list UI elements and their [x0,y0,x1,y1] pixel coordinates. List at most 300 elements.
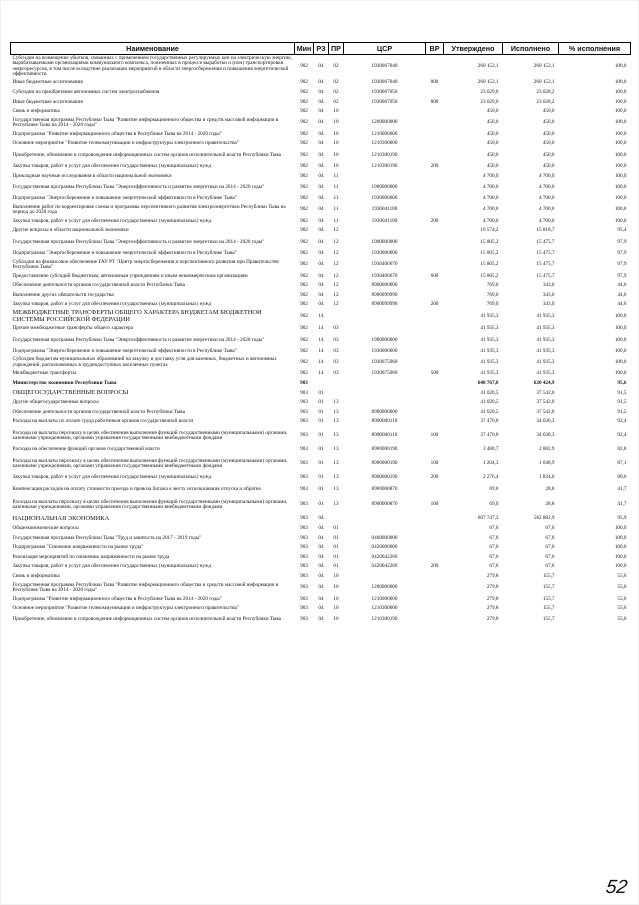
row-csr-cell: 8900099990 [371,301,398,308]
row-executed-cell: 4 700,0 [538,172,555,179]
table-row [11,594,631,604]
row-approved-cell: 41 935,3 [480,359,499,366]
row-percent-cell: 100,0 [614,534,627,541]
row-percent-cell: 100,0 [614,347,627,354]
row-executed-cell: 37 542,0 [536,389,555,396]
row-approved-cell: 4 700,0 [482,172,499,179]
row-percent-cell: 100,0 [614,524,627,531]
row-csr-cell: 1930406670 [371,261,398,268]
row-vr-cell: 200 [430,474,439,481]
row-percent-cell: 95,4 [617,227,627,234]
row-executed-cell: 582 882,9 [533,515,555,522]
row-executed-cell: 4 700,0 [538,206,555,213]
row-pr-cell: 02 [333,98,339,105]
row-csr-cell: 1930041100 [371,206,398,213]
row-rz-cell: 04 [318,291,324,298]
row-approved-cell: 41 935,3 [480,347,499,354]
row-pr-cell: 10 [333,595,339,602]
row-percent-cell: 100,0 [614,108,627,115]
row-name-cell: Приобретение, обновление и сопровождение информационных систем органов исполнительной власти Республики Тыва [12,616,281,623]
row-rz-cell: 01 [318,501,324,508]
row-vr-cell [426,181,444,194]
row-csr-cell: 1210000000 [371,595,398,602]
row-approved-cell: 41 020,5 [480,408,499,415]
row-executed-cell: 155,7 [542,572,555,579]
row-approved-cell: 1 204,3 [482,460,499,467]
row-approved-cell: 67,6 [489,524,499,531]
row-csr-cell: 8900000110 [371,418,398,425]
table-row [11,236,631,249]
table-row [11,604,631,614]
row-percent-cell: 87,1 [617,460,627,467]
row-csr-cell: 1900000000 [371,238,398,245]
row-vr-cell [426,553,444,563]
row-rz-cell: 01 [318,432,324,439]
row-executed-cell: 41 935,3 [536,336,555,343]
row-executed-cell: 155,7 [542,595,555,602]
row-vr-cell [426,258,444,271]
row-executed-cell: 67,6 [545,534,555,541]
table-row [11,427,631,445]
row-percent-cell: 100,0 [614,130,627,137]
row-vr-cell [426,204,444,217]
row-csr-cell: 8900000000 [371,408,398,415]
row-min-cell: 902 [300,261,308,268]
row-csr-cell: 1930000000 [371,249,398,256]
row-min-cell: 903 [300,595,308,602]
row-vr-cell [426,398,444,408]
table-row [11,379,631,389]
table-row [11,204,631,217]
row-percent-cell: 100,0 [614,88,627,95]
row-rz-cell: 14 [318,370,324,377]
row-name-cell: Расходы на выплаты по оплате труда работников органов государственной власти [12,418,194,425]
row-name-cell: Иные бюджетные ассигнования [12,79,83,86]
row-executed-cell: 343,0 [542,282,555,289]
row-approved-cell: 69,0 [489,501,499,508]
row-vr-cell [426,417,444,427]
row-csr-cell: 0400000000 [371,534,398,541]
row-executed-cell: 15 475,7 [536,249,555,256]
row-rz-cell: 04 [318,524,324,531]
row-vr-cell: 100 [430,432,439,439]
row-name-cell: Расходы на выплаты персоналу в целях обеспечения выполнения функций государственными (муниципальными) органами, казенными учреждениями, органами управления государственными внебюджетными фондами [12,429,288,442]
table-body [11,55,631,627]
row-name-cell: Расходы на выплаты персоналу в целях обеспечения выполнения функций государственными (муниципальными) органами, казенными учреждениями, органами управления государственными внебюджетными фондами [12,498,288,511]
row-min-cell: 902 [300,195,308,202]
table-row [11,217,631,227]
row-vr-cell [426,194,444,204]
row-min-cell: 902 [300,336,308,343]
row-name-cell: Закупка товаров, работ и услуг для обеспечения государственных (муниципальных) нужд [12,217,212,224]
table-row [11,88,631,98]
row-name-cell: ОБЩЕГОСУДАРСТВЕННЫЕ ВОПРОСЫ [12,389,129,397]
row-name-cell: Выполнение других обязательств государства [12,291,114,298]
row-pr-cell: 13 [333,446,339,453]
row-vr-cell [426,572,444,582]
row-percent-cell: 91,5 [617,389,627,396]
row-csr-cell: 1930067040 [371,62,398,69]
row-pr-cell: 10 [333,151,339,158]
row-vr-cell [426,310,444,324]
row-pr-cell: 01 [333,544,339,551]
row-vr-cell [426,117,444,130]
row-csr-cell: 1930000000 [371,347,398,354]
row-csr-cell: 8900000870 [371,501,398,508]
row-vr-cell [426,107,444,117]
row-vr-cell [426,139,444,149]
row-executed-cell: 34 630,3 [536,432,555,439]
row-approved-cell: 279,8 [486,605,499,612]
row-vr-cell [426,604,444,614]
row-vr-cell [426,291,444,301]
row-approved-cell: 37 470,8 [480,432,499,439]
row-percent-cell: 80,6 [617,474,627,481]
row-vr-cell: 800 [430,98,439,105]
row-percent-cell: 55,6 [617,584,627,591]
row-min-cell: 902 [300,151,308,158]
row-percent-cell: 100,0 [614,98,627,105]
row-rz-cell: 04 [318,172,324,179]
row-csr-cell: 1210300190 [371,616,398,623]
row-csr-cell: 1210300190 [371,162,398,169]
table-row [11,543,631,553]
table-row [11,258,631,271]
row-name-cell: Обеспечение деятельности органов государственной власти Республики Тыва [12,282,185,289]
row-csr-cell: 0420000000 [371,544,398,551]
budget-execution-table [10,42,631,627]
row-approved-cell: 769,0 [486,301,499,308]
row-executed-cell: 67,6 [545,524,555,531]
row-name-cell: Связь и информатика [12,572,60,579]
row-name-cell: Закупка товаров, работ и услуг для обеспечения государственных (муниципальных) нужд [12,563,212,570]
row-csr-cell [344,226,426,236]
row-pr-cell: 12 [333,227,339,234]
row-min-cell: 903 [300,485,308,492]
table-row [11,117,631,130]
row-min-cell: 902 [300,206,308,213]
row-name-cell: Государственная программа Республики Тыва "Энергоэффективность и развитие энергетики на 2014 - 2020 годы" [12,238,265,245]
row-csr-cell: 1210000000 [371,130,398,137]
row-executed-cell: 23 028,2 [536,88,555,95]
row-approved-cell: 4 700,0 [482,217,499,224]
row-vr-cell [426,524,444,534]
row-pr-cell: 12 [333,238,339,245]
row-executed-cell: 155,7 [542,584,555,591]
row-vr-cell [426,483,444,496]
table-row [11,514,631,524]
row-executed-cell: 450,0 [542,162,555,169]
row-min-cell: 903 [300,501,308,508]
row-percent-cell: 100,0 [614,119,627,126]
row-min-cell: 902 [300,162,308,169]
row-min-cell: 903 [300,446,308,453]
row-rz-cell: 04 [318,119,324,126]
table-row [11,572,631,582]
table-row [11,139,631,149]
row-approved-cell: 41 935,3 [480,325,499,332]
row-percent-cell: 91,5 [617,399,627,406]
row-vr-cell [426,445,444,455]
row-csr-cell: 1930067050 [371,98,398,105]
row-min-cell: 903 [300,544,308,551]
row-pr-cell [329,310,344,324]
row-vr-cell: 100 [430,460,439,467]
row-name-cell: Прочие межбюджетные трансферты общего характера [12,325,133,332]
header-approved: Утверждено [444,43,503,55]
row-rz-cell: 04 [318,62,324,69]
row-csr-cell: 1210300000 [371,605,398,612]
row-approved-cell: 450,0 [486,108,499,115]
row-executed-cell: 4 700,0 [538,183,555,190]
row-pr-cell: 01 [333,524,339,531]
row-percent-cell: 100,0 [614,79,627,86]
row-rz-cell: 14 [318,325,324,332]
row-percent-cell: 100,0 [614,313,627,320]
row-csr-cell [344,324,426,334]
row-rz-cell: 04 [318,616,324,623]
row-vr-cell [426,614,444,627]
row-approved-cell: 769,0 [486,291,499,298]
row-approved-cell: 450,0 [486,162,499,169]
table-row [11,553,631,563]
row-executed-cell: 450,0 [542,140,555,147]
row-executed-cell: 450,0 [542,130,555,137]
table-row [11,369,631,379]
row-min-cell: 902 [300,79,308,86]
row-approved-cell: 15 805,2 [480,272,499,279]
row-rz-cell: 14 [318,313,324,320]
row-name-cell: Закупка товаров, работ и услуг для обеспечения государственных (муниципальных) нужд [12,162,212,169]
row-name-cell: Подпрограмма "Энергосбережение и повышение энергетической эффективности в Республике Тыва" [12,195,237,202]
table-row [11,455,631,473]
row-pr-cell: 13 [333,460,339,467]
row-rz-cell: 04 [318,238,324,245]
row-executed-cell: 23 028,2 [536,98,555,105]
row-min-cell: 903 [300,524,308,531]
row-rz-cell: 14 [318,359,324,366]
row-executed-cell: 2 882,9 [538,446,555,453]
row-rz-cell: 14 [318,336,324,343]
row-executed-cell: 37 542,0 [536,399,555,406]
row-name-cell: Обеспечение деятельности органов государственной власти Республики Тыва [12,408,185,415]
row-rz-cell: 04 [318,79,324,86]
row-approved-cell: 15 805,2 [480,238,499,245]
row-executed-cell: 67,6 [545,563,555,570]
row-pr-cell: 03 [333,336,339,343]
row-approved-cell: 16 574,2 [480,227,499,234]
row-name-cell: Субсидии на приобретение автономных систем электроснабжения [12,88,160,95]
row-pr-cell: 10 [333,130,339,137]
row-csr-cell [344,171,426,181]
row-name-cell: МЕЖБЮДЖЕТНЫЕ ТРАНСФЕРТЫ ОБЩЕГО ХАРАКТЕРА БЮДЖЕТАМ БЮДЖЕТНОЙ СИСТЕМЫ РОССИЙСКОЙ ФЕДЕРАЦИИ [12,309,262,323]
budget-table-sheet [10,42,630,627]
table-row [11,249,631,259]
row-rz-cell: 04 [318,515,324,522]
row-percent-cell: 44,6 [617,301,627,308]
row-name-cell: Закупка товаров, работ и услуг для обеспечения государственных (муниципальных) нужд [12,301,212,308]
row-vr-cell [426,356,444,369]
row-approved-cell: 4 700,0 [482,195,499,202]
row-vr-cell [426,324,444,334]
row-name-cell: НАЦИОНАЛЬНАЯ ЭКОНОМИКА [12,514,110,522]
row-pr-cell: 12 [333,261,339,268]
row-approved-cell: 15 805,2 [480,249,499,256]
row-pr-cell: 13 [333,399,339,406]
table-row [11,398,631,408]
row-pr-cell: 03 [333,370,339,377]
table-row [11,107,631,117]
row-pr-cell: 02 [333,62,339,69]
table-row [11,324,631,334]
row-percent-cell: 95,6 [617,380,627,387]
row-csr-cell: 8900000000 [371,282,398,289]
row-percent-cell: 100,0 [614,553,627,560]
row-percent-cell: 100,0 [614,370,627,377]
row-rz-cell: 04 [318,227,324,234]
row-approved-cell: 279,8 [486,572,499,579]
row-executed-cell: 41 935,3 [536,359,555,366]
row-percent-cell: 100,0 [614,195,627,202]
row-min-cell: 902 [300,370,308,377]
row-pr-cell: 11 [333,195,339,202]
row-executed-cell: 1 048,9 [538,460,555,467]
row-name-cell: Основное мероприятие "Развитие телекоммуникации и инфраструктуры электронного правительства" [12,605,239,612]
row-vr-cell [426,389,444,399]
row-min-cell: 902 [300,301,308,308]
row-csr-cell: 0420042260 [371,553,398,560]
row-percent-cell: 100,0 [614,206,627,213]
row-approved-cell: 607 747,3 [477,515,499,522]
row-csr-cell: 1930000000 [371,195,398,202]
row-executed-cell: 1 834,0 [538,474,555,481]
row-min-cell: 903 [300,418,308,425]
row-approved-cell: 67,6 [489,534,499,541]
row-min-cell: 902 [300,359,308,366]
row-pr-cell: 11 [333,217,339,224]
row-approved-cell: 450,0 [486,151,499,158]
row-vr-cell [426,249,444,259]
row-pr-cell: 10 [333,119,339,126]
row-percent-cell: 97,9 [617,238,627,245]
table-row [11,162,631,172]
table-row [11,483,631,496]
row-rz-cell: 04 [318,162,324,169]
row-pr-cell: 10 [333,108,339,115]
page-number: 52 [604,877,629,898]
row-percent-cell: 55,6 [617,595,627,602]
row-min-cell: 902 [300,88,308,95]
row-approved-cell: 648 767,8 [477,380,499,387]
row-executed-cell: 4 700,0 [538,217,555,224]
row-pr-cell: 01 [333,553,339,560]
row-min-cell: 902 [300,325,308,332]
row-pr-cell: 12 [333,249,339,256]
row-vr-cell [426,130,444,140]
row-pr-cell: 11 [333,172,339,179]
row-vr-cell: 600 [430,272,439,279]
table-row [11,300,631,310]
row-vr-cell [426,226,444,236]
row-vr-cell: 500 [430,370,439,377]
row-rz-cell: 04 [318,108,324,115]
row-rz-cell: 01 [318,446,324,453]
row-rz-cell: 04 [318,217,324,224]
header-percent: % исполнения [559,43,631,55]
row-min-cell: 903 [300,584,308,591]
row-pr-cell [329,514,344,524]
table-row [11,281,631,291]
row-executed-cell: 41 935,3 [536,370,555,377]
row-approved-cell: 41 020,5 [480,389,499,396]
table-row [11,533,631,543]
row-pr-cell: 12 [333,282,339,289]
row-csr-cell: 1930075060 [371,370,398,377]
row-approved-cell: 3 480,7 [482,446,499,453]
row-min-cell: 903 [300,474,308,481]
row-percent-cell: 100,0 [614,162,627,169]
row-pr-cell: 10 [333,605,339,612]
row-min-cell: 903 [300,563,308,570]
row-percent-cell: 92,4 [617,418,627,425]
row-min-cell: 903 [300,389,308,396]
row-vr-cell [426,88,444,98]
row-percent-cell: 100,0 [614,325,627,332]
row-rz-cell: 04 [318,183,324,190]
row-min-cell: 903 [300,572,308,579]
row-percent-cell: 100,0 [614,62,627,69]
row-pr-cell: 02 [333,79,339,86]
row-name-cell: Подпрограмма "Снижение напряженности на рынке труда" [12,544,144,551]
row-name-cell: Закупка товаров, работ и услуг для обеспечения государственных (муниципальных) нужд [12,474,212,481]
row-vr-cell [426,55,444,79]
row-pr-cell: 13 [333,408,339,415]
row-percent-cell: 41,7 [617,501,627,508]
row-approved-cell: 279,8 [486,595,499,602]
row-csr-cell: 1200000000 [371,119,398,126]
row-name-cell: Государственная программа Республики Тыва "Энергоэффективность и развитие энергетики на 2014 - 2020 годы" [12,183,265,190]
row-min-cell: 903 [300,399,308,406]
row-approved-cell: 279,8 [486,616,499,623]
row-rz-cell: 04 [318,249,324,256]
row-vr-cell: 200 [430,301,439,308]
row-csr-cell: 8900000190 [371,474,398,481]
row-vr-cell [426,543,444,553]
row-min-cell: 902 [300,347,308,354]
row-pr-cell: 03 [333,359,339,366]
row-pr-cell: 11 [333,206,339,213]
row-name-cell: Реализация мероприятий по снижению напряженности на рынке труда [12,553,170,560]
row-executed-cell: 34 630,3 [536,418,555,425]
row-pr-cell: 13 [333,418,339,425]
row-executed-cell: 450,0 [542,108,555,115]
row-name-cell: Государственная программа Республики Тыва "Развитие информационного общества и средств массовой информации в Республике Тыва на 2014 - 2020 годы" [12,116,279,129]
row-name-cell: Подпрограмма "Развитие информационного общества в Республике Тыва на 2014 - 2020 годы" [12,595,222,602]
row-name-cell: Подпрограмма "Энергосбережение и повышение энергетической эффективности в Республике Тыва" [12,347,237,354]
table-row [11,356,631,369]
row-rz-cell: 04 [318,584,324,591]
row-min-cell: 902 [300,140,308,147]
row-rz-cell: 04 [318,605,324,612]
row-min-cell: 903 [300,515,308,522]
row-approved-cell: 450,0 [486,130,499,137]
row-name-cell: Другие общегосударственные вопросы [12,399,99,406]
row-rz-cell: 04 [318,301,324,308]
row-approved-cell: 69,0 [489,485,499,492]
row-pr-cell: 02 [333,88,339,95]
row-name-cell: Связь и информатика [12,108,60,115]
row-pr-cell: 11 [333,183,339,190]
